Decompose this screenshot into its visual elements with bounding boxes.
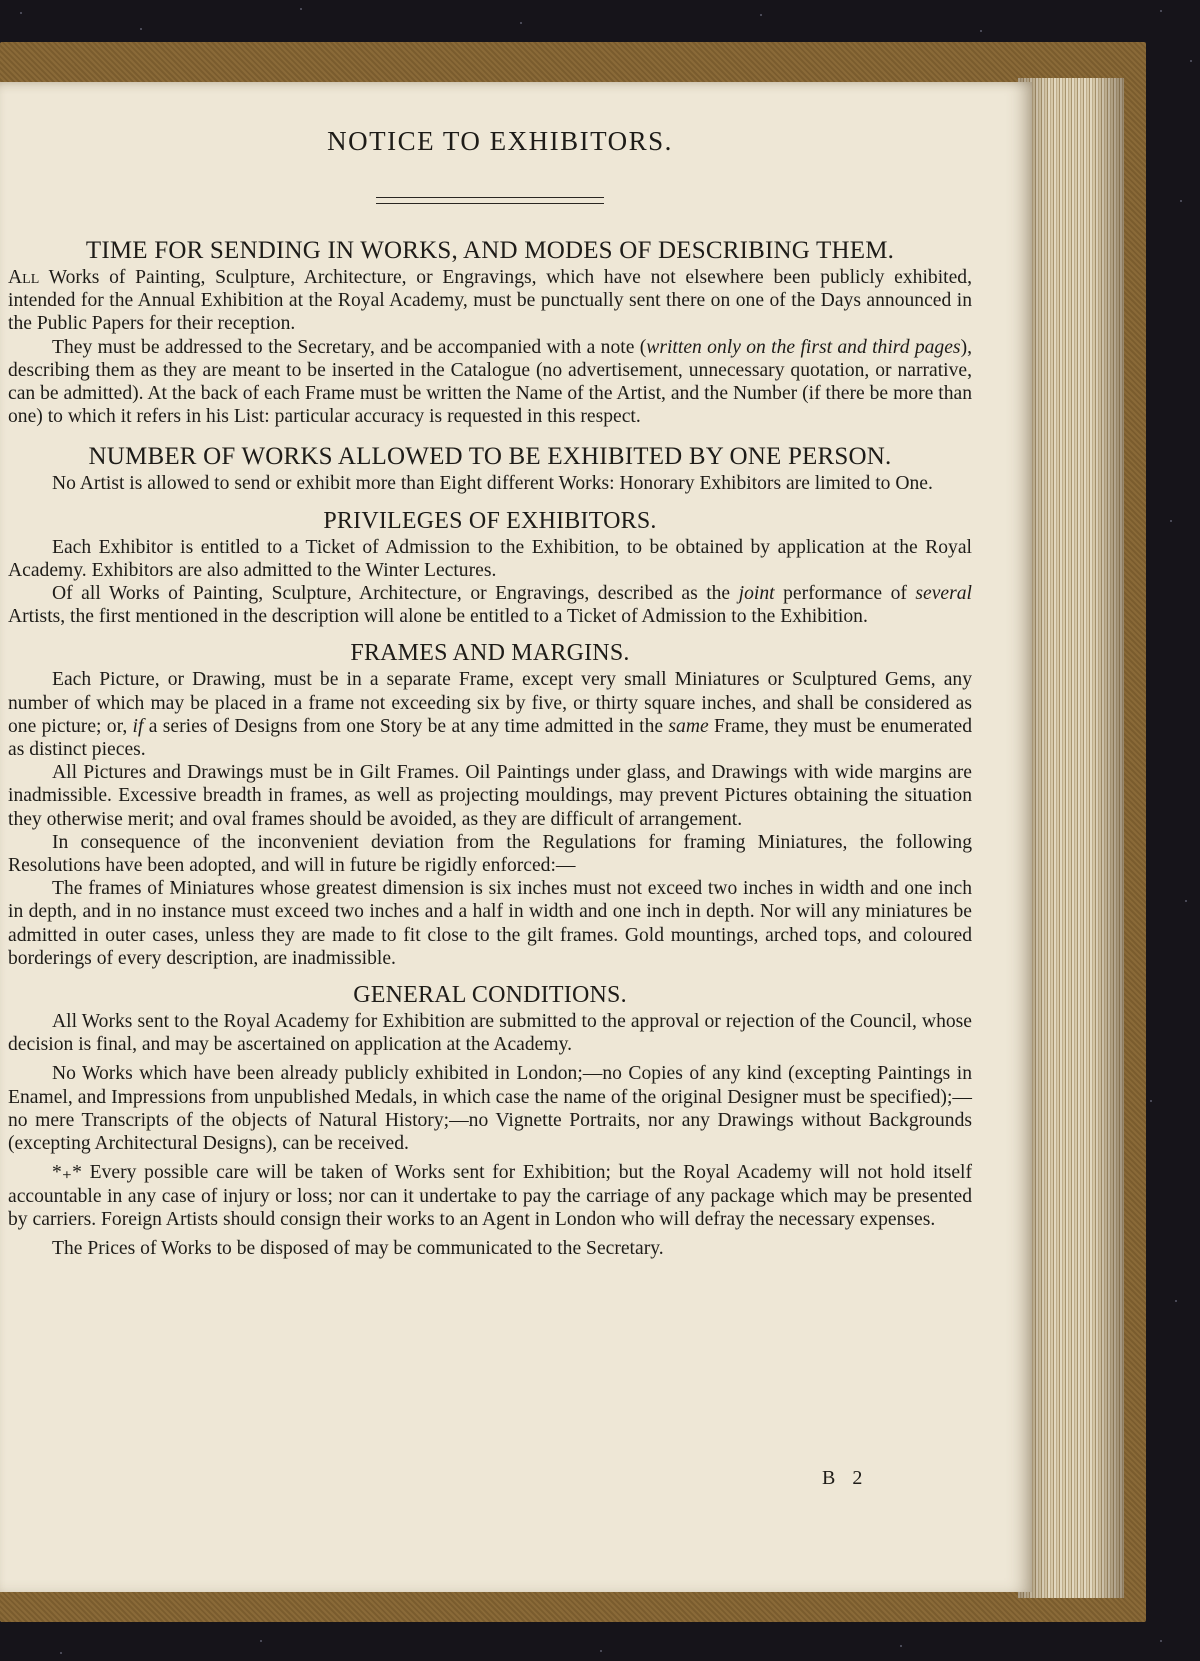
background-speck (760, 14, 762, 16)
paragraph (8, 668, 972, 761)
page-title: NOTICE TO EXHIBITORS. (327, 126, 673, 156)
section-heading-frames-and-margins: FRAMES AND MARGINS. (350, 640, 630, 667)
paragraph (8, 1161, 972, 1231)
paragraph-text: Works of Painting, Sculpture, Architecture, or Engravings, which have not elsewhere been publicly exhibited, intended for the Annual Exhibition at the Royal Academy, must be punctually sent there on one of the Days announced in the Public Papers for their reception. (8, 267, 972, 335)
background-speck (1185, 900, 1187, 902)
section-heading-time-for-sending: TIME FOR SENDING IN WORKS, AND MODES OF DESCRIBING THEM. (85, 237, 895, 264)
paragraph-text: Of all Works of Painting, Sculpture, Architecture, or Engravings, described as the (52, 583, 739, 605)
background-speck (600, 1650, 602, 1652)
paragraph-text: Every possible care will be taken of Works sent for Exhibition; but the Royal Academy will not hold itself accountable in any case of injury or loss; nor can it undertake to pay the carriage of any package which may be presented by carriers. Foreign Artists should consign their works to an Agent in London who will defray the necessary expenses. (8, 1162, 972, 1230)
background-speck (900, 1645, 902, 1647)
emphasis-text: written only on the first and third pages (646, 336, 961, 358)
emphasis-text: same (668, 715, 709, 737)
paragraph-text: ), describing them as they are meant to be inserted in the Catalogue (no advertisement, unnecessary quotation, or narrative, can be admitted). At the back of each Frame must be written the Name of the Artist, and the Number (if there be more than one) to which it refers in his List: particular accuracy is requested in this respect. (8, 336, 972, 428)
background-speck (1175, 1300, 1177, 1302)
background-speck (140, 28, 142, 30)
paragraph: All Pictures and Drawings must be in Gilt Frames. Oil Paintings under glass, and Drawings with wide margins are inadmissible. Excessive breadth in frames, as well as projecting mouldings, may prevent Pictures obtaining the situation they otherwise merit; and oval frames should be avoided, as they are difficult of arrangement. (8, 762, 972, 830)
background-speck (980, 30, 982, 32)
background-speck (1160, 10, 1162, 12)
paragraph (8, 266, 972, 336)
background-speck (520, 22, 522, 24)
paragraph: The Prices of Works to be disposed of may be communicated to the Secretary. (52, 1237, 664, 1259)
paragraph: All Works sent to the Royal Academy for Exhibition are submitted to the approval or rejection of the Council, whose decision is final, and may be ascertained on application at the Academy. (8, 1011, 972, 1056)
paragraph-text: Frame, they must be enumerated as distinct pieces. (8, 715, 972, 761)
paragraph (8, 336, 972, 429)
background-speck (1180, 200, 1182, 202)
paragraph: Each Exhibitor is entitled to a Ticket of Admission to the Exhibition, to be obtained by application at the Royal Academy. Exhibitors are also admitted to the Winter Lectures. (8, 536, 972, 581)
paragraph-text: a series of Designs from one Story be at any time admitted in the (143, 715, 669, 737)
background-speck (1150, 1100, 1152, 1102)
section-heading-number-of-works: NUMBER OF WORKS ALLOWED TO BE EXHIBITED BY ONE PERSON. (88, 443, 892, 471)
paragraph (8, 582, 972, 628)
paragraph-text: Each Picture, or Drawing, must be in a separate Frame, except very small Miniatures or Sculptured Gems, any number of which may be placed in a frame not exceeding six by five, or thirty square inches, and shall be considered as one picture; or, (8, 669, 972, 737)
paragraph-text: They must be addressed to the Secretary, and be accompanied with a note ( (52, 336, 647, 358)
background-speck (1190, 60, 1192, 62)
paragraph-lead: All (8, 267, 40, 288)
background-speck (1160, 1640, 1162, 1642)
page-fore-edge (1018, 78, 1124, 1598)
asterism-mark: *₊* (52, 1162, 82, 1184)
emphasis-text: if (132, 715, 144, 737)
background-speck (300, 8, 302, 10)
background-speck (60, 1652, 62, 1654)
background-speck (20, 12, 22, 14)
emphasis-text: several (915, 583, 972, 605)
paragraph: No Works which have been already publicly exhibited in London;—no Copies of any kind (excepting Paintings in Enamel, and Impressions from unpublished Medals, in which case the name of the original Designer must be specified);—no mere Transcripts of the objects of Natural History;—no Vignette Portraits, nor any Drawings without Backgrounds (excepting Architectural Designs), can be received. (8, 1063, 972, 1155)
paragraph: The frames of Miniatures whose greatest dimension is six inches must not exceed two inches in width and one inch in depth, and in no instance must exceed two inches and a half in width and one inch in depth. Nor will any miniatures be admitted in outer cases, unless they are made to fit close to the gilt frames. Gold mountings, arched tops, and coloured borderings of every description, are inadmissible. (8, 878, 972, 969)
title-rule (376, 197, 604, 204)
emphasis-text: joint (738, 583, 775, 605)
background-speck (260, 1640, 262, 1642)
section-heading-privileges: PRIVILEGES OF EXHIBITORS. (323, 507, 657, 534)
paragraph: In consequence of the inconvenient deviation from the Regulations for framing Miniatures, the following Resolutions have been adopted, and will in future be rigidly enforced:— (8, 831, 972, 877)
paragraph: No Artist is allowed to send or exhibit more than Eight different Works: Honorary Exhibitors are limited to One. (52, 473, 933, 495)
section-heading-general-conditions: GENERAL CONDITIONS. (353, 982, 627, 1009)
background-speck (1170, 520, 1172, 522)
paragraph-text: Artists, the first mentioned in the description will alone be entitled to a Ticket of Admission to the Exhibition. (8, 606, 868, 628)
notice-body (8, 236, 972, 1260)
paragraph-text: performance of (774, 583, 916, 605)
page-signature: B 2 (822, 1467, 869, 1489)
